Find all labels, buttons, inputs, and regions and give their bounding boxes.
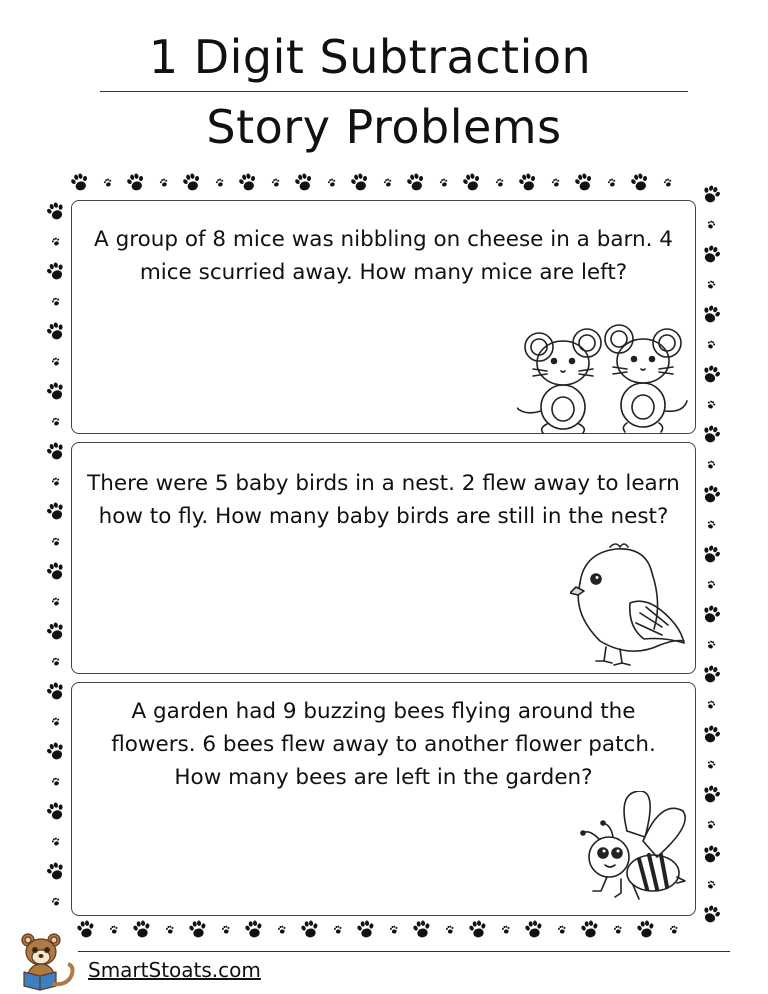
paw-print-icon — [636, 919, 656, 938]
paw-print-icon — [44, 740, 66, 762]
footer-site-link[interactable]: SmartStoats.com — [88, 958, 261, 982]
paw-print-icon — [700, 843, 722, 865]
paw-print-icon — [51, 777, 61, 787]
paw-print-icon — [700, 903, 722, 925]
paw-print-icon — [700, 363, 722, 385]
paw-print-icon — [44, 320, 66, 342]
paw-print-icon — [700, 243, 722, 265]
paw-print-icon — [700, 723, 722, 745]
paw-print-icon — [293, 172, 315, 193]
paw-print-icon — [614, 925, 623, 934]
paw-print-icon — [706, 700, 716, 710]
paw-print-icon — [706, 520, 716, 530]
paw-print-icon — [700, 783, 722, 805]
paw-print-icon — [706, 640, 716, 650]
paw-print-icon — [244, 919, 264, 938]
paw-print-icon — [132, 919, 152, 938]
paw-print-icon — [327, 178, 336, 187]
paw-print-icon — [706, 280, 716, 290]
paw-print-icon — [405, 172, 427, 193]
paw-print-icon — [517, 172, 539, 193]
paw-print-icon — [700, 183, 722, 205]
paw-print-icon — [103, 178, 112, 187]
paw-print-icon — [44, 560, 66, 582]
paw-print-icon — [607, 178, 616, 187]
paw-print-icon — [390, 925, 399, 934]
paw-print-icon — [44, 440, 66, 462]
paw-print-icon — [573, 172, 595, 193]
paw-print-icon — [51, 297, 61, 307]
page-title: 1 Digit Subtraction — [148, 30, 592, 84]
paw-print-icon — [495, 178, 504, 187]
paw-print-icon — [383, 178, 392, 187]
paw-print-icon — [44, 620, 66, 642]
story-problem-card-3 — [71, 682, 696, 916]
paw-print-icon — [300, 919, 320, 938]
paw-print-icon — [166, 925, 175, 934]
paw-print-icon — [51, 717, 61, 727]
paw-print-icon — [215, 178, 224, 187]
paw-print-icon — [700, 663, 722, 685]
paw-print-icon — [44, 800, 66, 822]
paw-print-icon — [51, 237, 61, 247]
paw-print-icon — [580, 919, 600, 938]
paw-print-icon — [629, 172, 651, 193]
paw-print-icon — [706, 820, 716, 830]
paw-print-icon — [334, 925, 343, 934]
paw-print-icon — [706, 460, 716, 470]
paw-print-icon — [51, 837, 61, 847]
paw-print-icon — [439, 178, 448, 187]
paw-print-icon — [700, 543, 722, 565]
paw-print-icon — [125, 172, 147, 193]
paw-print-icon — [44, 680, 66, 702]
paw-print-icon — [706, 340, 716, 350]
paw-print-icon — [44, 380, 66, 402]
paw-print-icon — [181, 172, 203, 193]
paw-print-icon — [524, 919, 544, 938]
story-problem-text: A garden had 9 buzzing bees flying around the flowers. 6 bees flew away to another flower patch. How many bees are left in the garden? — [111, 699, 656, 790]
paw-print-icon — [446, 925, 455, 934]
paw-print-icon — [700, 603, 722, 625]
paw-print-icon — [271, 178, 280, 187]
paw-print-icon — [700, 483, 722, 505]
paw-print-icon — [51, 597, 61, 607]
paw-print-icon — [237, 172, 259, 193]
paw-print-icon — [69, 172, 91, 193]
mice-icon — [517, 319, 692, 434]
paw-print-icon — [159, 178, 168, 187]
paw-print-icon — [356, 919, 376, 938]
paw-print-icon — [110, 925, 119, 934]
story-problem-card-1 — [71, 200, 696, 434]
paw-print-icon — [278, 925, 287, 934]
paw-print-icon — [51, 897, 61, 907]
bee-icon — [577, 791, 689, 909]
story-problem-text: A group of 8 mice was nibbling on cheese in a barn. 4 mice scurried away. How many mice are left? — [94, 227, 673, 285]
paw-print-icon — [558, 925, 567, 934]
paw-print-icon — [44, 500, 66, 522]
bird-icon — [570, 543, 688, 671]
footer-divider — [78, 951, 730, 952]
paw-print-icon — [44, 860, 66, 882]
paw-print-icon — [51, 477, 61, 487]
paw-print-icon — [670, 925, 679, 934]
story-problem-text: There were 5 baby birds in a nest. 2 flew away to learn how to fly. How many baby birds are still in the nest? — [87, 471, 680, 529]
paw-print-icon — [44, 200, 66, 222]
paw-print-icon — [188, 919, 208, 938]
paw-print-icon — [700, 423, 722, 445]
paw-print-icon — [663, 178, 672, 187]
paw-print-icon — [706, 220, 716, 230]
paw-print-icon — [51, 417, 61, 427]
paw-print-icon — [468, 919, 488, 938]
paw-print-icon — [706, 580, 716, 590]
paw-print-icon — [51, 357, 61, 367]
paw-print-icon — [222, 925, 231, 934]
story-problem-card-2 — [71, 442, 696, 674]
paw-print-icon — [706, 760, 716, 770]
paw-print-icon — [502, 925, 511, 934]
paw-print-icon — [51, 537, 61, 547]
page-subtitle: Story Problems — [206, 100, 562, 154]
paw-print-icon — [349, 172, 371, 193]
paw-print-icon — [44, 260, 66, 282]
paw-print-icon — [551, 178, 560, 187]
stoat-reading-icon — [14, 930, 80, 994]
paw-print-icon — [51, 657, 61, 667]
paw-print-icon — [700, 303, 722, 325]
paw-print-icon — [461, 172, 483, 193]
paw-print-icon — [412, 919, 432, 938]
paw-print-icon — [706, 400, 716, 410]
paw-print-icon — [706, 880, 716, 890]
